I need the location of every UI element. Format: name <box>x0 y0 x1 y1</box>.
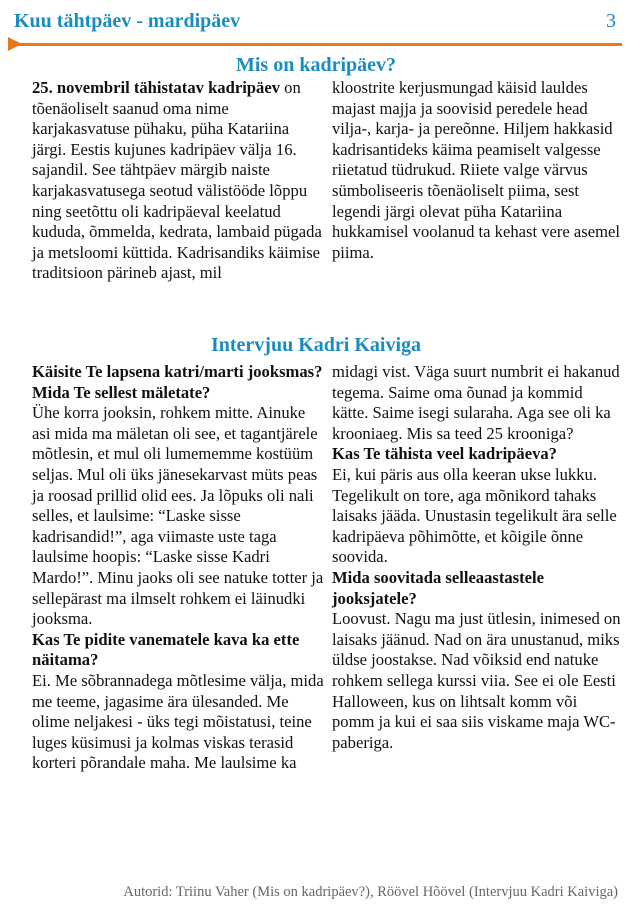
interview-question-2: Kas Te pidite vanematele kava ka ette näitama? <box>32 629 300 670</box>
header-divider <box>10 43 622 46</box>
section-title-kadripaev: Mis on kadripäev? <box>235 54 397 76</box>
kadripaev-left-column <box>32 78 324 284</box>
interview-question-4: Mida soovitada selleaastastele jooksjatele? <box>332 567 545 608</box>
interview-answer-3: Ei, kui päris aus olla keeran ukse lukku. Tegelikult on tore, aga mõnikord tahaks laisaks jääda. Unustasin tegelikult ära selle kadripäeva põhimõtte, et kõigile õnne soovida. <box>332 464 617 567</box>
kadripaev-intro-paragraph <box>32 78 324 284</box>
interview-answer-4: Loovust. Nagu ma just ütlesin, inimesed on laisaks jäänud. Nad on ära unustanud, miks üldse joostakse. Nad võiksid end natuke rohkem sellega kurssi viia. See ei ole Eesti Halloween, kus on lihtsalt komm või pomm ja kui ei saa siis viskame maja WC-paberiga. <box>332 609 621 752</box>
authors-footer: Autorid: Triinu Vaher (Mis on kadripäev?), Röövel Hõövel (Intervjuu Kadri Kaiviga) <box>123 884 618 900</box>
kadripaev-lead: 25. novembril tähistatav kadripäev <box>32 78 280 97</box>
section-title-interview: Intervjuu Kadri Kaiviga <box>210 334 421 356</box>
interview-right-column <box>332 362 622 753</box>
page-header-title: Kuu tähtpäev - mardipäev <box>14 10 241 32</box>
interview-answer-1: Ühe korra jooksin, rohkem mitte. Ainuke asi mida ma mäletan oli see, et tagantjärele mõtlesin, et mul oli lumememme kostüüm seljas. Mul oli üks jänesekarvast müts peas ja roosad prillid olid ees. Ja lõpuks oli nali selles, et laulsime: “Laske sisse kadrisandid!”, aga viimaste uste taga laulsime hoopis: “Laske sisse Kadri Mardo!”. Minu jaoks oli see natuke totter ja sellepärast ma ilmselt rohkem ei läinudki jooksma. <box>32 403 324 629</box>
page-number: 3 <box>606 10 616 32</box>
interview-left-column <box>32 362 324 774</box>
interview-answer-2: Ei. Me sõbrannadega mõtlesime välja, mida me teeme, jagasime ära ülesanded. Me olime neljakesi - üks tegi mõistatusi, teine luges küsimusi ja kolmas viskas terasid korteri põrandale maha. Me laulsime ka <box>32 670 324 773</box>
kadripaev-right-column <box>332 78 622 263</box>
interview-question-3: Kas Te tähista veel kadripäeva? <box>332 444 557 464</box>
header-arrow-icon <box>8 37 22 51</box>
interview-question-1: Käisite Te lapsena katri/marti jooksmas? Mida Te sellest mäletate? <box>32 362 323 402</box>
kadripaev-body-text: on tõenäoliselt saanud oma nime karjakasvatuse pühaku, püha Katariina järgi. Eestis kujunes kadripäev välja 16. sajandil. See tähtpäev märgib naiste karjakasvatusega seotud välistööde lõppu ning seetõttu oli kadripäeval keelatud kududa, õmmelda, kedrata, lambaid pügada ja metsloomi küttida. Kadrisandiks käimise traditsioon pärineb ajast, mil <box>32 78 322 283</box>
interview-answer-2-continued: midagi vist. Väga suurt numbrit ei hakanud tegema. Saime oma õunad ja kommid kätte. Saime isegi sularaha. Aga see oli ka krooniaeg. Mis sa teed 25 krooniga? <box>332 362 620 443</box>
kadripaev-continuation: kloostrite kerjusmungad käisid lauldes majast majja ja soovisid peredele head vilja-, karja- ja pereõnne. Hiljem hakkasid kadrisantideks käima peamiselt valgesse riietatud tüdrukud. Riiete valge värvus sümboliseeris tõenäoliselt piima, sest legendi järgi olevat püha Katariina hukkamisel voolanud ta kehast vere asemel piima. <box>332 78 620 262</box>
